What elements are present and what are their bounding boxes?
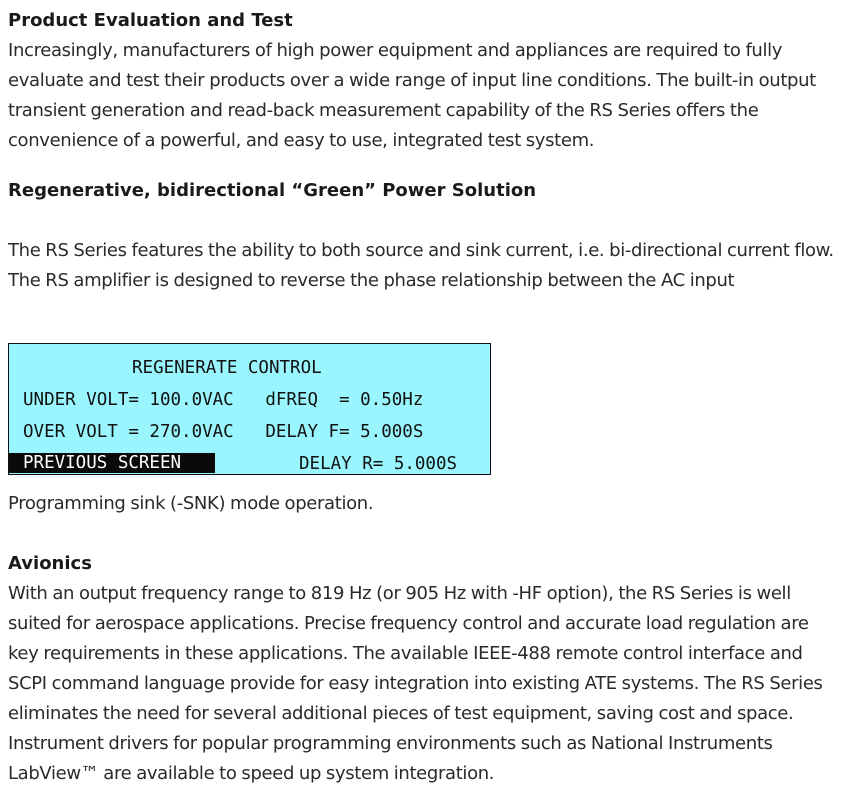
lcd-screen-image — [8, 343, 491, 475]
section-heading-avionics: Avionics — [8, 553, 92, 574]
section-body-avionics: With an output frequency range to 819 Hz (or 905 Hz with -HF option), the RS Series is well suited for aerospace applications. Precise frequency control and accurate load regulation are key requirements in these applications. The available IEEE-488 remote control interface and SCPI command language provide for easy integration into existing ATE systems. The RS Series eliminates the need for several additional pieces of test equipment, saving cost and space. Instrument drivers for popular programming environments such as National Instruments LabView™ are available to speed up system integration. — [8, 583, 823, 784]
lcd-title: REGENERATE CONTROL — [132, 358, 322, 378]
section-body: Increasingly, manufacturers of high power equipment and appliances are required to fully evaluate and test their products over a wide range of input line conditions. The built-in output transient generation and read-back measurement capability of the RS Series offers the convenience of a powerful, and easy to use, integrated test system. — [8, 40, 816, 151]
lcd-previous-screen-highlight: PREVIOUS SCREEN — [9, 453, 215, 473]
image-caption: Programming sink (-SNK) mode operation. — [8, 493, 374, 514]
lcd-row-over-volt: OVER VOLT = 270.0VAC DELAY F= 5.000S — [23, 422, 424, 442]
section-heading-regenerative: Regenerative, bidirectional “Green” Power Solution — [8, 180, 537, 201]
lcd-delay-r: DELAY R= 5.000S — [299, 454, 458, 474]
section-product-evaluation — [8, 6, 838, 156]
lcd-row-under-volt: UNDER VOLT= 100.0VAC dFREQ = 0.50Hz — [23, 390, 424, 410]
section-heading: Product Evaluation and Test — [8, 10, 293, 31]
section-body-regenerative: The RS Series features the ability to both source and sink current, i.e. bi-directional current flow. The RS amplifier is designed to reverse the phase relationship between the AC input — [8, 240, 834, 291]
